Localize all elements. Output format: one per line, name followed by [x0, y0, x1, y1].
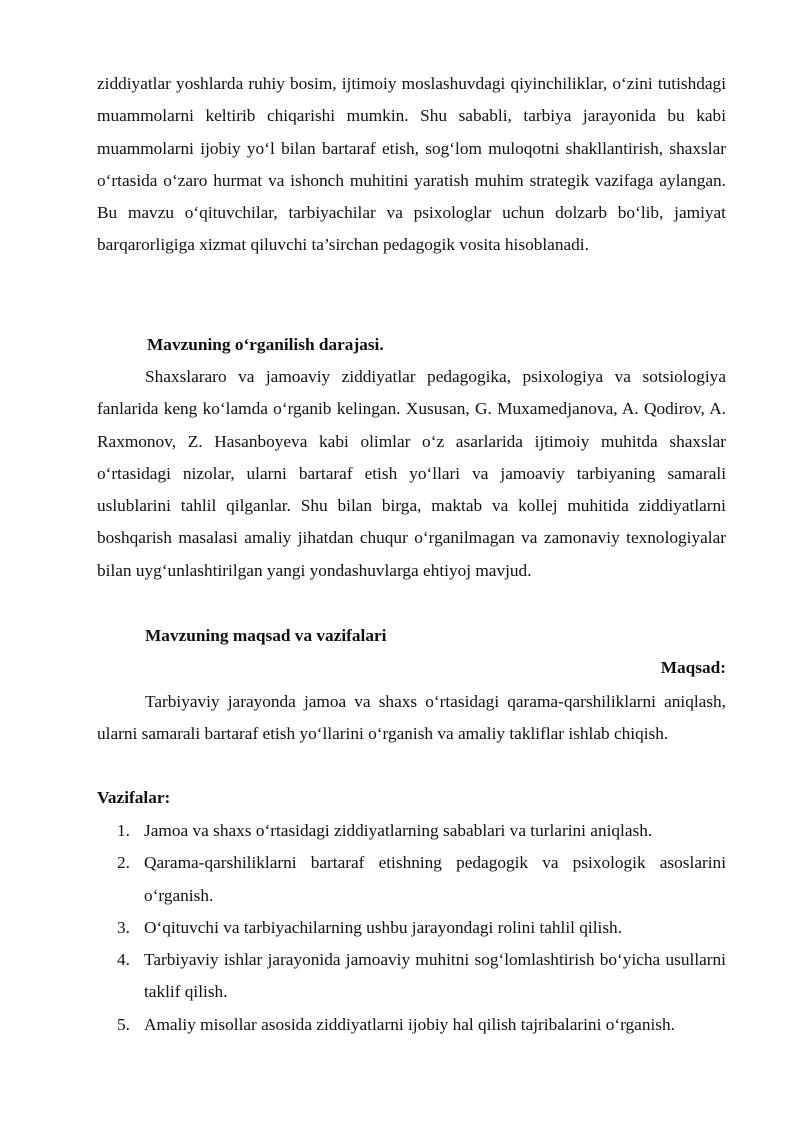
- list-item-text: Tarbiyaviy ishlar jarayonida jamoaviy muhitni sog‘lomlashtirish bo‘yicha usullarni taklif qilish.: [144, 950, 726, 1002]
- list-item: [97, 815, 726, 847]
- section-heading-study-level: Mavzuning o‘rganilish darajasi.: [147, 335, 384, 354]
- list-item: [97, 1009, 726, 1041]
- list-item-number: 5.: [117, 1014, 130, 1034]
- list-item-number: 3.: [117, 917, 130, 937]
- list-item-text: O‘qituvchi va tarbiyachilarning ushbu jarayondagi rolini tahlil qilish.: [144, 917, 623, 937]
- list-item-text: Amaliy misollar asosida ziddiyatlarni ijobiy hal qilish tajribalarini o‘rganish.: [144, 1014, 675, 1034]
- study-level-paragraph: Shaxslararo va jamoaviy ziddiyatlar pedagogika, psixologiya va sotsiologiya fanlarida keng ko‘lamda o‘rganib kelingan. Xususan, G. Muxamedjanova, A. Qodirov, A. Raxmonov, Z. Hasanboyeva kabi olimlar o‘z asarlarida ijtimoiy muhitda shaxslar o‘rtasidagi nizolar, ularni bartaraf etish yo‘llari va jamoaviy tarbiyaning samarali uslublarini tahlil qilganlar. Shu bilan birga, maktab va kollej muhitida ziddiyatlarni boshqarish masalasi amaliy jihatdan chuqur o‘rganilmagan va zamonaviy texnologiyalar bilan uyg‘unlashtirilgan yangi yondashuvlarga ehtiyoj mavjud.: [97, 367, 726, 580]
- list-item-number: 2.: [117, 853, 130, 873]
- list-item: [97, 944, 726, 1009]
- section-heading-goals: Mavzuning maqsad va vazifalari: [145, 626, 387, 645]
- list-item: [97, 847, 726, 912]
- goal-label: Maqsad:: [660, 658, 726, 677]
- goal-paragraph: Tarbiyaviy jarayonda jamoa va shaxs o‘rtasidagi qarama-qarshiliklarni aniqlash, ularni samarali bartaraf etish yo‘llarini o‘rganish va amaliy takliflar ishlab chiqish.: [97, 692, 726, 744]
- list-item-number: 4.: [117, 950, 130, 970]
- list-item-text: Qarama-qarshiliklarni bartaraf etishning pedagogik va psixologik asoslarini o‘rganish.: [144, 853, 726, 905]
- tasks-list: [97, 815, 726, 1041]
- list-item: [97, 912, 726, 944]
- intro-paragraph: ziddiyatlar yoshlarda ruhiy bosim, ijtimoiy moslashuvdagi qiyinchiliklar, o‘zini tutishdagi muammolarni keltirib chiqarishi mumkin. Shu sababli, tarbiya jarayonida bu kabi muammolarni ijobiy yo‘l bilan bartaraf etish, sog‘lom muloqotni shakllantirish, shaxslar o‘rtasida o‘zaro hurmat va ishonch muhitini yaratish muhim strategik vazifaga aylangan. Bu mavzu o‘qituvchilar, tarbiyachilar va psixologlar uchun dolzarb bo‘lib, jamiyat barqarorligiga xizmat qiluvchi ta’sirchan pedagogik vosita hisoblanadi.: [97, 74, 726, 255]
- list-item-number: 1.: [117, 821, 130, 840]
- tasks-label: Vazifalar:: [97, 788, 171, 807]
- list-item-text: Jamoa va shaxs o‘rtasidagi ziddiyatlarning sabablari va turlarini aniqlash.: [144, 821, 653, 840]
